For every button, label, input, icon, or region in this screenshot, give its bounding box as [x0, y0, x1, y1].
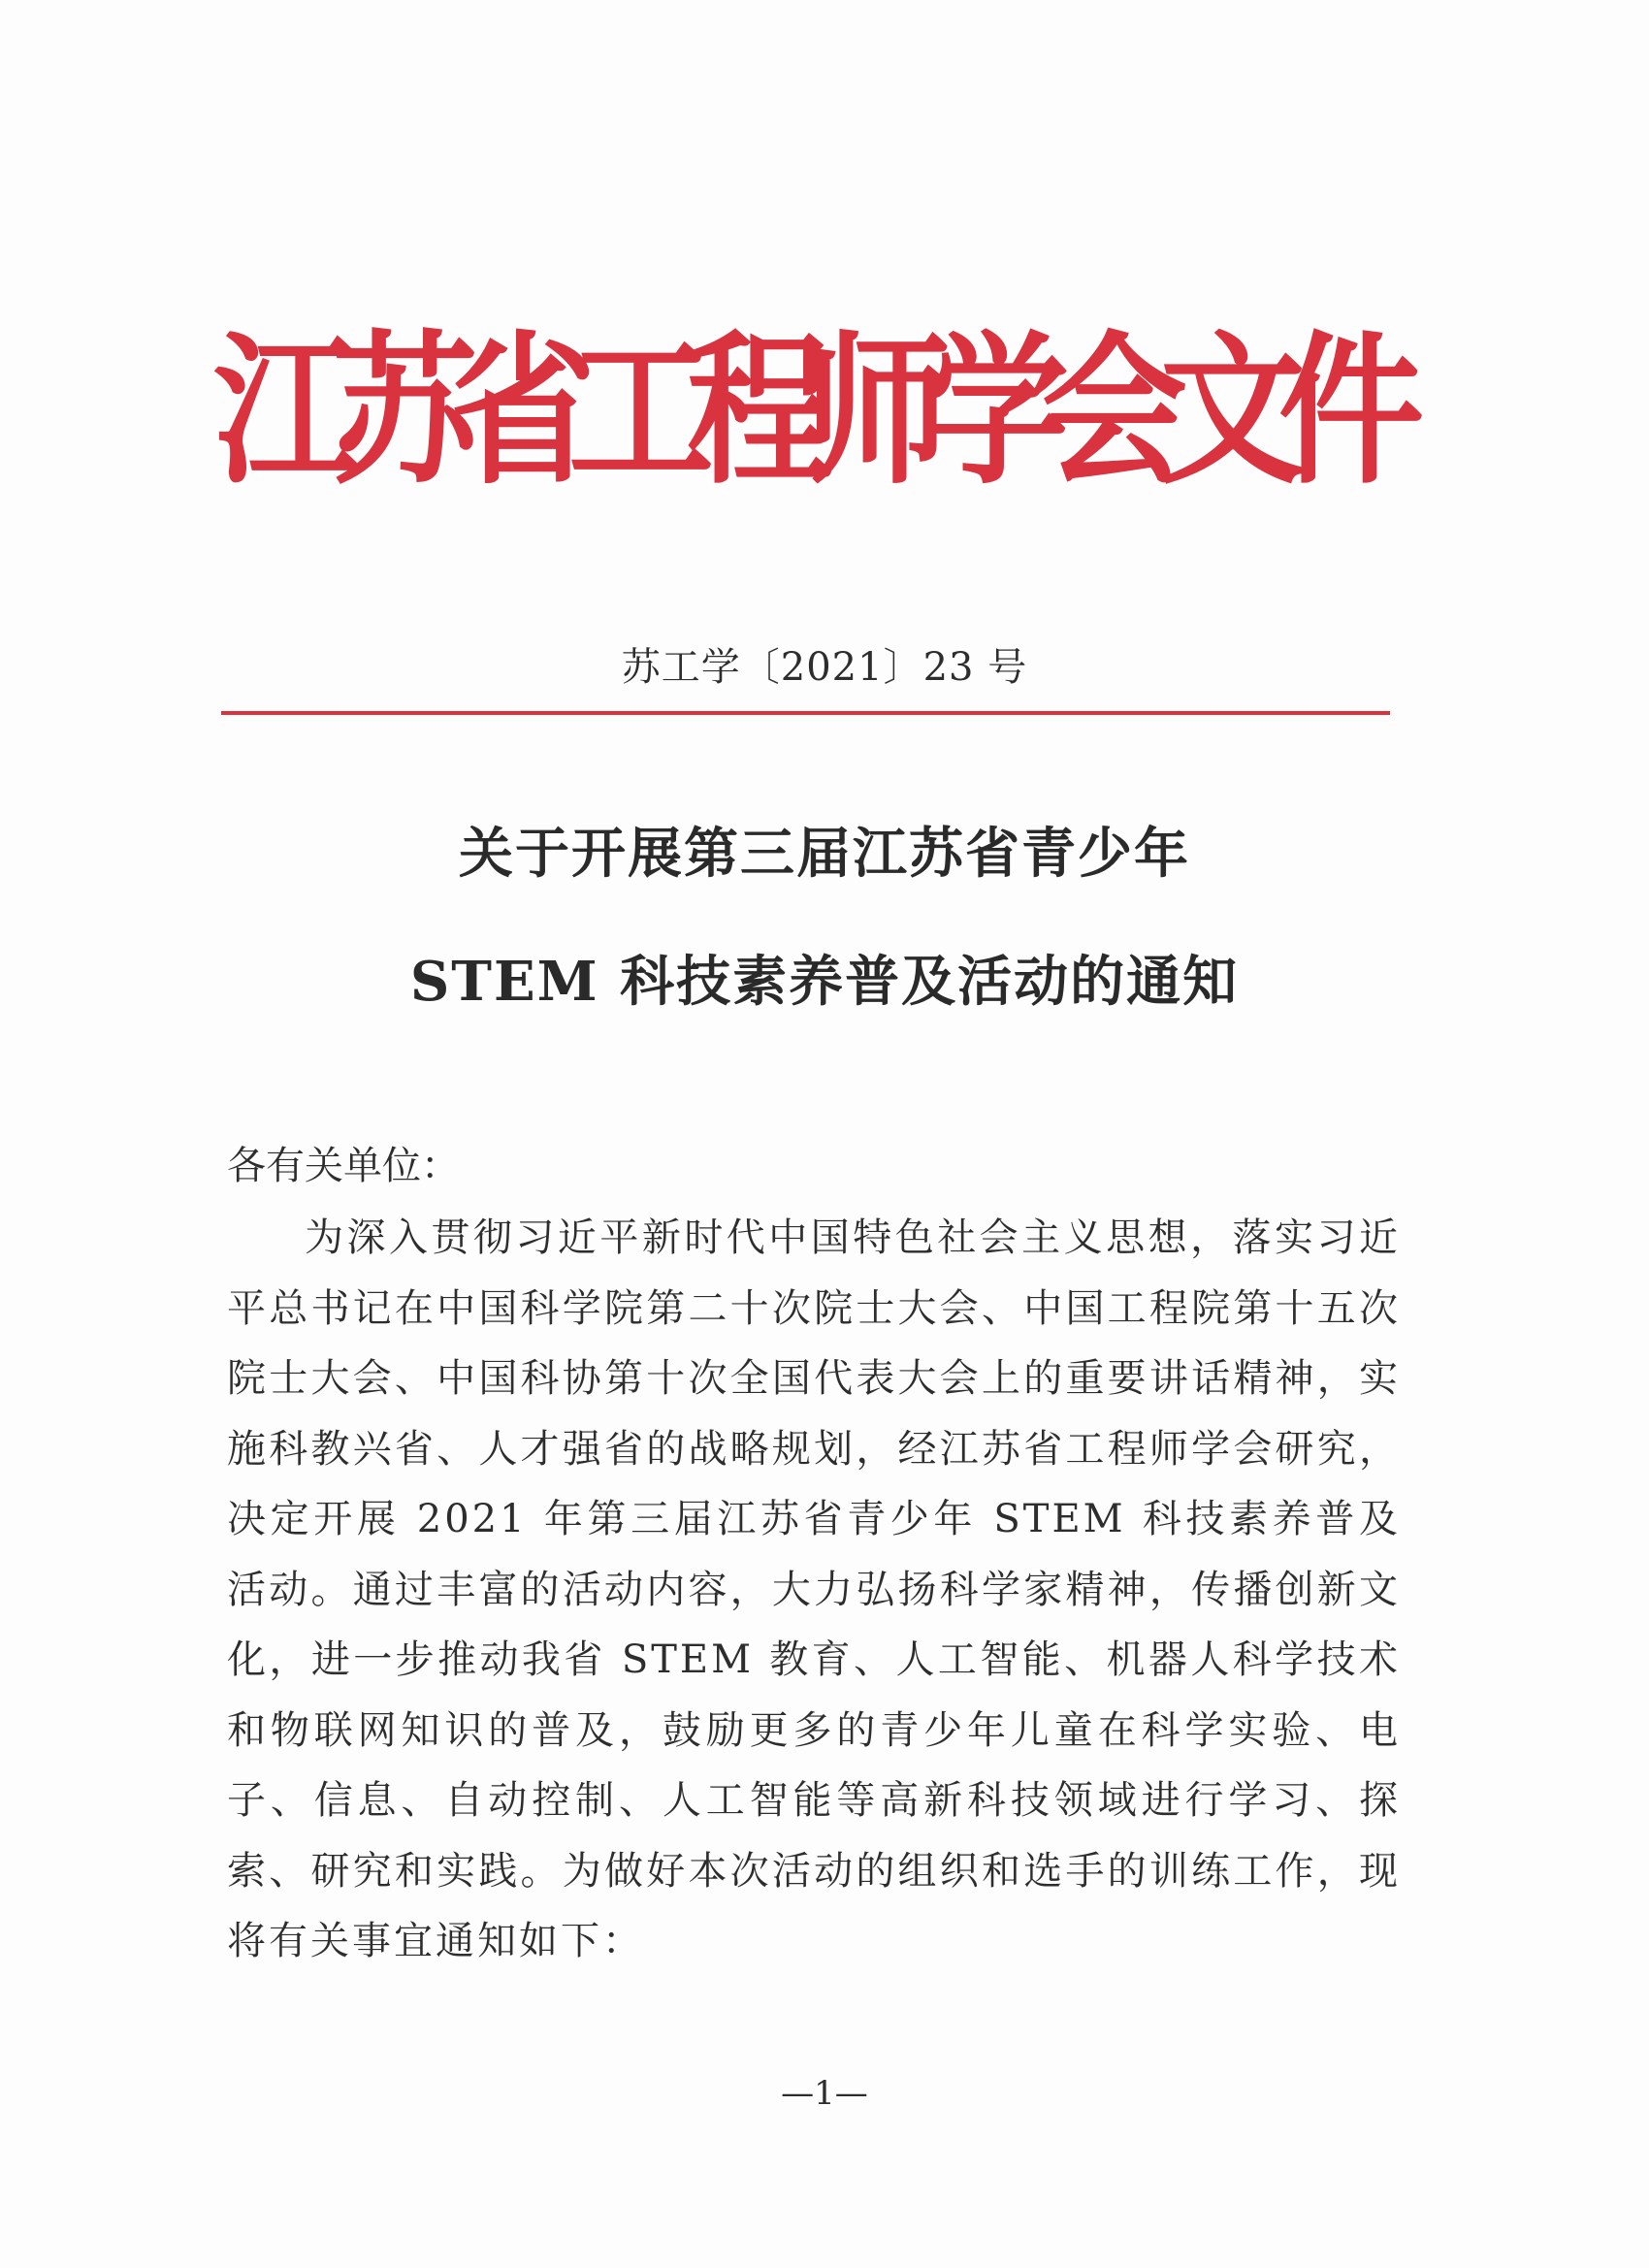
page-number: —1—	[781, 2074, 868, 2113]
salutation: 各有关单位：	[227, 1144, 460, 1188]
masthead-char: 工	[568, 317, 715, 507]
notice-title-line-1: 关于开展第三届江苏省青少年	[459, 822, 1190, 886]
notice-title-line-2: STEM 科技素养普及活动的通知	[409, 950, 1240, 1014]
red-divider-line	[221, 711, 1390, 715]
masthead-char: 苏	[332, 317, 478, 507]
masthead-char: 学	[923, 317, 1070, 507]
document-number: 苏工学〔2021〕23 号	[621, 645, 1028, 690]
masthead-char: 会	[1042, 317, 1188, 507]
masthead-char: 文	[1160, 317, 1307, 507]
masthead-char: 省	[450, 317, 597, 507]
masthead-char: 程	[687, 317, 833, 507]
masthead-char: 件	[1278, 317, 1425, 507]
body-paragraph: 为深入贯彻习近平新时代中国特色社会主义思想，落实习近平总书记在中国科学院第二十次院士大会、中国工程院第十五次院士大会、中国科协第十次全国代表大会上的重要讲话精神，实施科教兴省、人才强省的战略规划，经江苏省工程师学会研究，决定开展 2021 年第三届江苏省青少年 STEM 科技素养普及活动。通过丰富的活动内容，大力弘扬科学家精神，传播创新文化，进一步推动我省 STEM 教育、人工智能、机器人科学技术和物联网知识的普及，鼓励更多的青少年儿童在科学实验、电子、信息、自动控制、人工智能等高新科技领域进行学习、探索、研究和实践。为做好本次活动的组织和选手的训练工作，现将有关事宜通知如下：	[227, 1215, 1401, 1963]
masthead-char: 江	[213, 317, 360, 507]
masthead-char: 师	[805, 317, 952, 507]
masthead-title	[213, 309, 1425, 516]
